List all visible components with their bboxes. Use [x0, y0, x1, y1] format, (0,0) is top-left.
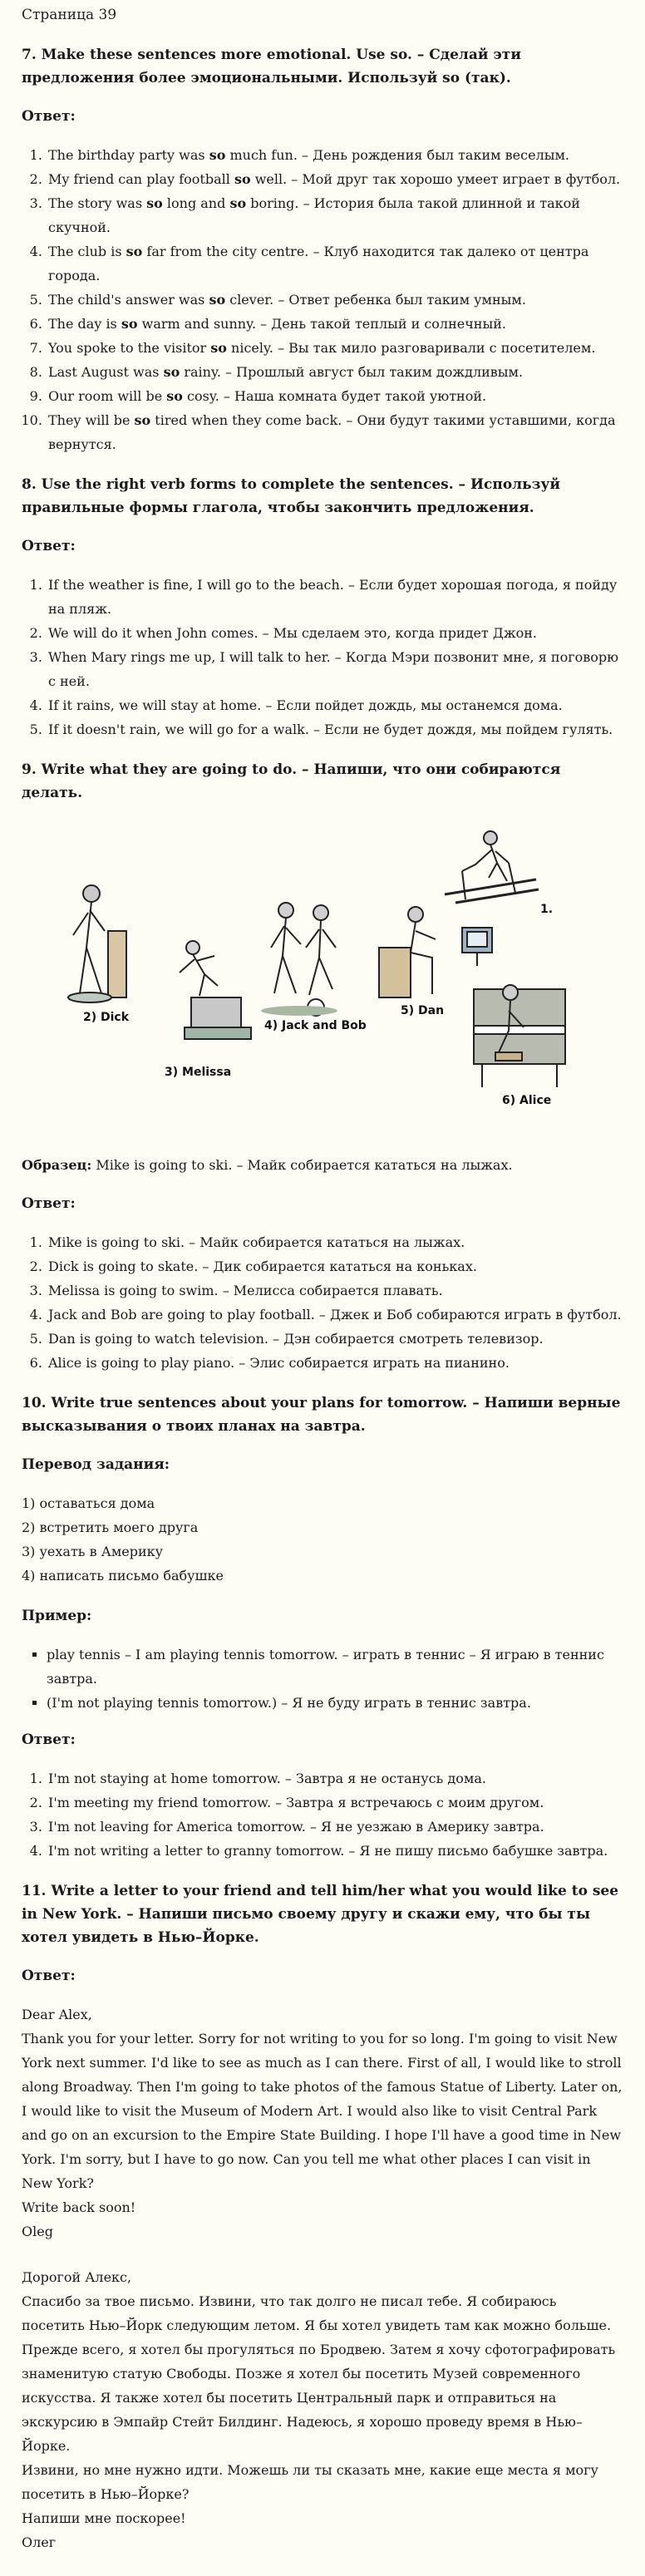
task-9-title: 9. Write what they are going to do. – Напиши, что они собираются делать.	[22, 761, 561, 801]
list-item	[47, 143, 623, 167]
task-11-answer-label: Ответ:	[22, 1968, 76, 1984]
sentence-part: The birthday party was	[48, 147, 209, 163]
list-item: 6. Alice is going to play piano. – Элис собирается играть на пианино.	[47, 1351, 623, 1375]
task-10-title: 10. Write true sentences about your plans for tomorrow. – Напиши верные высказывания о твоих планах на завтра.	[22, 1395, 621, 1435]
list-item: 1. Mike is going to ski. – Майк собирается кататься на лыжах.	[47, 1230, 623, 1254]
emphasis-so: so	[126, 244, 143, 259]
caption-1: 1.	[540, 903, 554, 916]
letter-english	[22, 2002, 623, 2244]
sentence-part: The child's answer was	[48, 292, 209, 308]
task-8-answer-list	[22, 573, 623, 741]
task-10-answer-list	[22, 1766, 623, 1863]
list-item: 3. I'm not leaving for America tomorrow. – Я не уезжаю в Америку завтра.	[47, 1815, 623, 1839]
sentence-part: tired when they come back. – Они будут такими уставшими, когда вернутся.	[48, 412, 616, 452]
list-item	[47, 288, 623, 312]
task-8	[22, 473, 623, 741]
list-item: 5. Dan is going to watch television. – Дэн собирается смотреть телевизор.	[47, 1327, 623, 1351]
list-item: 4) написать письмо бабушке	[22, 1568, 224, 1584]
list-item: 2) встретить моего друга	[22, 1519, 199, 1535]
task-7-answer-list	[22, 143, 623, 456]
list-item	[47, 384, 623, 408]
task-7-title: 7. Make these sentences more emotional. Use so. – Сделай эти предложения более эмоциональными. Используй so (так).	[22, 47, 521, 86]
list-item	[47, 360, 623, 384]
letter-body: Спасибо за твое письмо. Извини, что так долго не писал тебе. Я собираюсь посетить Нью–Йорк следующим летом. Я бы хотел увидеть там как можно больше. Прежде всего, я хотел бы прогуляться по Бродвею. Затем я хочу сфотографировать знаменитую статую Свободы. Позже я хотел бы посетить Музей современного искусства. Я также хотел бы посетить Центральный парк и отправиться на экскурсию в Эмпайр Стейт Билдинг. Надеюсь, я хорошо проведу время в Нью–Йорке.	[22, 2293, 616, 2454]
list-item: 2. I'm meeting my friend tomorrow. – Завтра я встречаюсь с моим другом.	[47, 1790, 623, 1815]
caption-5: 5) Dan	[401, 1004, 445, 1017]
page-number: Страница 39	[22, 7, 117, 23]
sentence-part: cosy. – Наша комната будет такой уютной.	[182, 388, 487, 404]
list-item: 1) оставаться дома	[22, 1495, 155, 1511]
skier-figure	[445, 831, 539, 903]
emphasis-so: so	[234, 171, 251, 187]
task-11	[22, 1879, 623, 2554]
sentence-part: My friend can play football	[48, 171, 234, 187]
letter-signature: Oleg	[22, 2224, 53, 2239]
sentence-part: You spoke to the visitor	[48, 340, 211, 356]
tv-watcher-figure	[379, 907, 492, 997]
task-10-example-list	[22, 1643, 623, 1715]
emphasis-so: so	[134, 412, 151, 428]
task-10-translation-label: Перевод задания:	[22, 1456, 170, 1473]
emphasis-so: so	[209, 147, 226, 163]
task-9	[22, 758, 623, 1375]
list-item: 3. Melissa is going to swim. – Мелисса собирается плавать.	[47, 1278, 623, 1303]
list-item	[47, 408, 623, 456]
emphasis-so: so	[166, 388, 183, 404]
list-item: 3. When Mary rings me up, I will talk to her. – Когда Мэри позвонит мне, я поговорю с ней.	[47, 645, 623, 693]
list-item	[47, 191, 623, 239]
letter-russian	[22, 2265, 623, 2554]
letter-greeting: Dear Alex,	[22, 2007, 92, 2022]
task-10-translation-list	[22, 1491, 623, 1588]
sentence-part: well. – Мой друг так хорошо умеет играет в футбол.	[250, 171, 621, 187]
sentence-part: The story was	[48, 195, 147, 211]
sentence-part: They will be	[48, 412, 135, 428]
task-10-answer-label: Ответ:	[22, 1731, 76, 1748]
task-10-example-label: Пример:	[22, 1608, 92, 1624]
sentence-part: The day is	[48, 316, 121, 332]
list-item	[47, 312, 623, 336]
caption-4: 4) Jack and Bob	[264, 1019, 367, 1032]
list-item	[47, 239, 623, 288]
caption-2: 2) Dick	[83, 1011, 130, 1024]
swimmer-figure	[180, 941, 251, 1039]
sentence-part: Our room will be	[48, 388, 167, 404]
task-11-title: 11. Write a letter to your friend and tell him/her what you would like to see in New York. – Напиши письмо своему другу и скажи ему, что бы ты хотел увидеть в Нью–Йорке.	[22, 1883, 619, 1946]
letter-closing: Напиши мне поскорее!	[22, 2510, 186, 2526]
list-item	[47, 167, 623, 191]
task-7	[22, 43, 623, 456]
task-8-answer-label: Ответ:	[22, 538, 76, 554]
list-item	[47, 336, 623, 360]
task-7-answer-label: Ответ:	[22, 108, 76, 125]
letter-body: Thank you for your letter. Sorry for not writing to you for so long. I'm going to visit New York next summer. I'd like to see as much as I can there. First of all, I would like to stroll along Broadway. Then I'm going to take photos of the famous Statue of Liberty. Later on, I would like to visit the Museum of Modern Art. I would also like to visit Central Park and go on an excursion to the Empire State Building. I hope I'll have a good time in New York. I'm sorry, but I have to go now. Can you tell me what other places I can visit in New York?	[22, 2031, 623, 2191]
list-item: 1. If the weather is fine, I will go to the beach. – Если будет хорошая погода, я пойду на пляж.	[47, 573, 623, 621]
task-9-illustration	[0, 823, 645, 1143]
task-10	[22, 1391, 623, 1863]
emphasis-so: so	[146, 195, 163, 211]
list-item: ▪ (I'm not playing tennis tomorrow.) – Я не буду играть в теннис завтра.	[47, 1691, 623, 1715]
sentence-part: Last August was	[48, 364, 164, 380]
emphasis-so: so	[210, 340, 227, 356]
skater-figure	[68, 885, 126, 1002]
emphasis-so: so	[121, 316, 138, 332]
sentence-part: much fun. – День рождения был таким веселым.	[225, 147, 569, 163]
letter-closing: Write back soon!	[22, 2199, 136, 2215]
sentence-part: rainy. – Прошлый август был таким дождливым.	[180, 364, 524, 380]
football-players-figure	[261, 903, 337, 1016]
task-9-answer-label: Ответ:	[22, 1195, 76, 1212]
sentence-part: nicely. – Вы так мило разговаривали с посетителем.	[226, 340, 596, 356]
emphasis-so: so	[229, 195, 247, 211]
task-9-answer-list	[22, 1230, 623, 1375]
caption-3: 3) Melissa	[165, 1066, 232, 1079]
emphasis-so: so	[209, 292, 226, 308]
sentence-part: boring. – История была такой длинной и такой скучной.	[48, 195, 580, 235]
list-item: 4. If it rains, we will stay at home. – Если пойдет дождь, мы останемся дома.	[47, 693, 623, 717]
sentence-part: warm and sunny. – День такой теплый и солнечный.	[137, 316, 506, 332]
sample-label: Образец:	[22, 1157, 92, 1173]
list-item: 5. If it doesn't rain, we will go for a walk. – Если не будет дождя, мы пойдем гулять.	[47, 717, 623, 741]
caption-6: 6) Alice	[502, 1094, 552, 1107]
list-item: ▪ play tennis – I am playing tennis tomorrow. – играть в теннис – Я играю в теннис завтра.	[47, 1643, 623, 1691]
list-item: 1. I'm not staying at home tomorrow. – Завтра я не останусь дома.	[47, 1766, 623, 1790]
sentence-part: The club is	[48, 244, 126, 259]
list-item: 2. We will do it when John comes. – Мы сделаем это, когда придет Джон.	[47, 621, 623, 645]
sentence-part: long and	[162, 195, 230, 211]
emphasis-so: so	[163, 364, 180, 380]
task-8-title: 8. Use the right verb forms to complete the sentences. – Используй правильные формы глагола, чтобы закончить предложения.	[22, 476, 561, 516]
sentence-part: clever. – Ответ ребенка был таким умным.	[225, 292, 526, 308]
task-9-sample	[22, 1153, 623, 1177]
letter-signature: Олег	[22, 2534, 57, 2550]
list-item: 4. I'm not writing a letter to granny tomorrow. – Я не пишу письмо бабушке завтра.	[47, 1839, 623, 1863]
sentence-part: far from the city centre. – Клуб находится так далеко от центра города.	[48, 244, 589, 283]
list-item: 4. Jack and Bob are going to play football. – Джек и Боб собираются играть в футбол.	[47, 1303, 623, 1327]
list-item: 3) уехать в Америку	[22, 1544, 164, 1559]
letter-line: Извини, но мне нужно идти. Можешь ли ты сказать мне, какие еще места я могу посетить в Нью–Йорке?	[22, 2462, 598, 2502]
list-item: 2. Dick is going to skate. – Дик собирается кататься на коньках.	[47, 1254, 623, 1278]
pianist-figure	[474, 985, 565, 1087]
letter-greeting: Дорогой Алекс,	[22, 2269, 132, 2285]
sample-text: Mike is going to ski. – Майк собирается кататься на лыжах.	[91, 1157, 513, 1173]
